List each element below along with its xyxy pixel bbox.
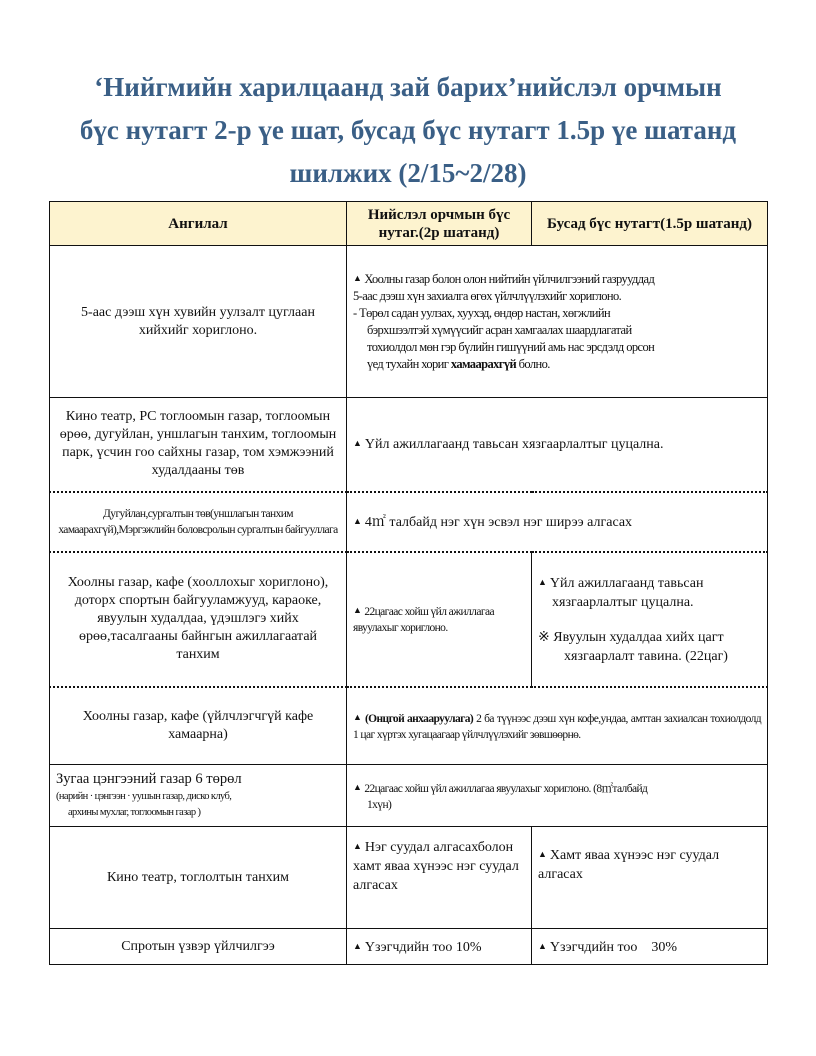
triangle-bullet-icon: ▲ bbox=[353, 605, 362, 615]
row-merged-cell: ▲ Үйл ажиллагаанд тавьсан хязгаарлалтыг цуцална. bbox=[347, 398, 768, 492]
triangle-bullet-icon: ▲ bbox=[538, 940, 547, 951]
row-merged-cell: ▲ Хоолны газар болон олон нийтийн үйлчилгээний газрууддад 5-аас дээш хүн захиалга өгөх үйлчлүүлэхийг хориглоно. - Төрөл садан уулзах, хуухэд, өндөр настан, хөгжлийн бэрхшээлтэй хүмүүсийг асран хамгаалах шаардлагатай тохиолдол мөн гэр бүлийн гишүүний амь нас эрсдэлд орсон үед тухайн хориг хамаарахгүй болно. bbox=[347, 246, 768, 398]
triangle-bullet-icon: ▲ bbox=[538, 849, 547, 859]
row-category: Дугуйлан,сургалтын төв(уншлагын танхим хамаарахгүй),Мэргэжлийн боловсролын сургалтын байгууллага bbox=[50, 492, 347, 552]
title-line-1: ‘Нийгмийн харилцаанд зай барих’нийслэл орчмын bbox=[94, 72, 722, 102]
table-row bbox=[50, 246, 768, 398]
header-capital: Нийслэл орчмын бүс нутаг.(2р шатанд) bbox=[347, 202, 532, 246]
triangle-bullet-icon: ▲ bbox=[538, 576, 547, 587]
triangle-bullet-icon: ▲ bbox=[353, 940, 362, 951]
triangle-bullet-icon: ▲ bbox=[353, 438, 362, 449]
row-category: 5-аас дээш хүн хувийн уулзалт цуглаан хийхийг хориглоно. bbox=[50, 246, 347, 398]
table-row bbox=[50, 929, 768, 965]
row-capital-cell: ▲ Үзэгчдийн тоо 10% bbox=[347, 929, 532, 965]
row-merged-cell: ▲ 4㎡ талбайд нэг хүн эсвэл нэг ширээ алгасах bbox=[347, 492, 768, 552]
title-line-2: бүс нутагт 2-р үе шат, бусад бүс нутагт 1.5р үе шатанд bbox=[79, 115, 737, 145]
row-category: Кино театр, тоглолтын танхим bbox=[50, 827, 347, 929]
row-merged-cell: ▲ (Онцгой анхааруулага) 2 ба түүнээс дээш хүн кофе,ундаа, амттан захиалсан тохиолдолд 1 цаг хүртэх хугацаагаар үйлчлүүлэхийг зөвшөөрнө. bbox=[347, 687, 768, 765]
row-merged-cell: ▲ 22цагаас хойш үйл ажиллагаа явуулахыг хориглоно. (8㎡талбайд 1хүн) bbox=[347, 765, 768, 827]
table-header-row bbox=[50, 202, 768, 246]
row-capital-cell: ▲ 22цагаас хойш үйл ажиллагаа явуулахыг хориглоно. bbox=[347, 552, 532, 687]
triangle-bullet-icon: ▲ bbox=[353, 781, 362, 792]
table-row bbox=[50, 827, 768, 929]
triangle-bullet-icon: ▲ bbox=[353, 711, 362, 722]
row-category: Хоолны газар, кафе (үйлчлэгчгүй кафе хамаарна) bbox=[50, 687, 347, 765]
row-category: Хоолны газар, кафе (хооллохыг хориглоно), доторх спортын байгууламжууд, караоке, явуулын худалдаа, үдэшлэгэ хийх өрөө,тасалгааны байнгын ажиллагаатай танхим bbox=[50, 552, 347, 687]
row-other-cell: ▲ Үзэгчдийн тоо 30% bbox=[532, 929, 768, 965]
table-row bbox=[50, 398, 768, 492]
triangle-bullet-icon: ▲ bbox=[353, 273, 362, 283]
table-row bbox=[50, 552, 768, 687]
triangle-bullet-icon: ▲ bbox=[353, 515, 362, 526]
regulations-table bbox=[49, 201, 768, 965]
row-category: Кино театр, PC тоглоомын газар, тоглоомын өрөө, дугуйлан, уншлагын танхим, тоглоомын парк, үсчин гоо сайхны газар, том хэмжээний худалдааны төв bbox=[50, 398, 347, 492]
row-other-cell: ▲ Хамт яваа хүнээс нэг суудал алгасах bbox=[532, 827, 768, 929]
table-row bbox=[50, 765, 768, 827]
row-other-cell: ▲ Үйл ажиллагаанд тавьсан хязгаарлалтыг цуцална. ※ Явуулын худалдаа хийх цагт хязгаарлалт тавина. (22цаг) bbox=[532, 552, 768, 687]
header-category: Ангилал bbox=[50, 202, 347, 246]
table-row bbox=[50, 687, 768, 765]
page-title bbox=[40, 66, 776, 195]
title-line-3: шилжих (2/15~2/28) bbox=[289, 158, 527, 188]
header-other: Бусад бүс нутагт(1.5р шатанд) bbox=[532, 202, 768, 246]
table-row bbox=[50, 492, 768, 552]
row-category: Спротын үзвэр үйлчилгээ bbox=[50, 929, 347, 965]
row-category: Зугаа цэнгээний газар 6 төрөл (нарийн · цэнгээн · уушын газар, диско клуб, архины мухлаг, тоглоомын газар ) bbox=[50, 765, 347, 827]
triangle-bullet-icon: ▲ bbox=[353, 841, 362, 851]
row-capital-cell: ▲ Нэг суудал алгасахболон хамт яваа хүнээс нэг суудал алгасах bbox=[347, 827, 532, 929]
